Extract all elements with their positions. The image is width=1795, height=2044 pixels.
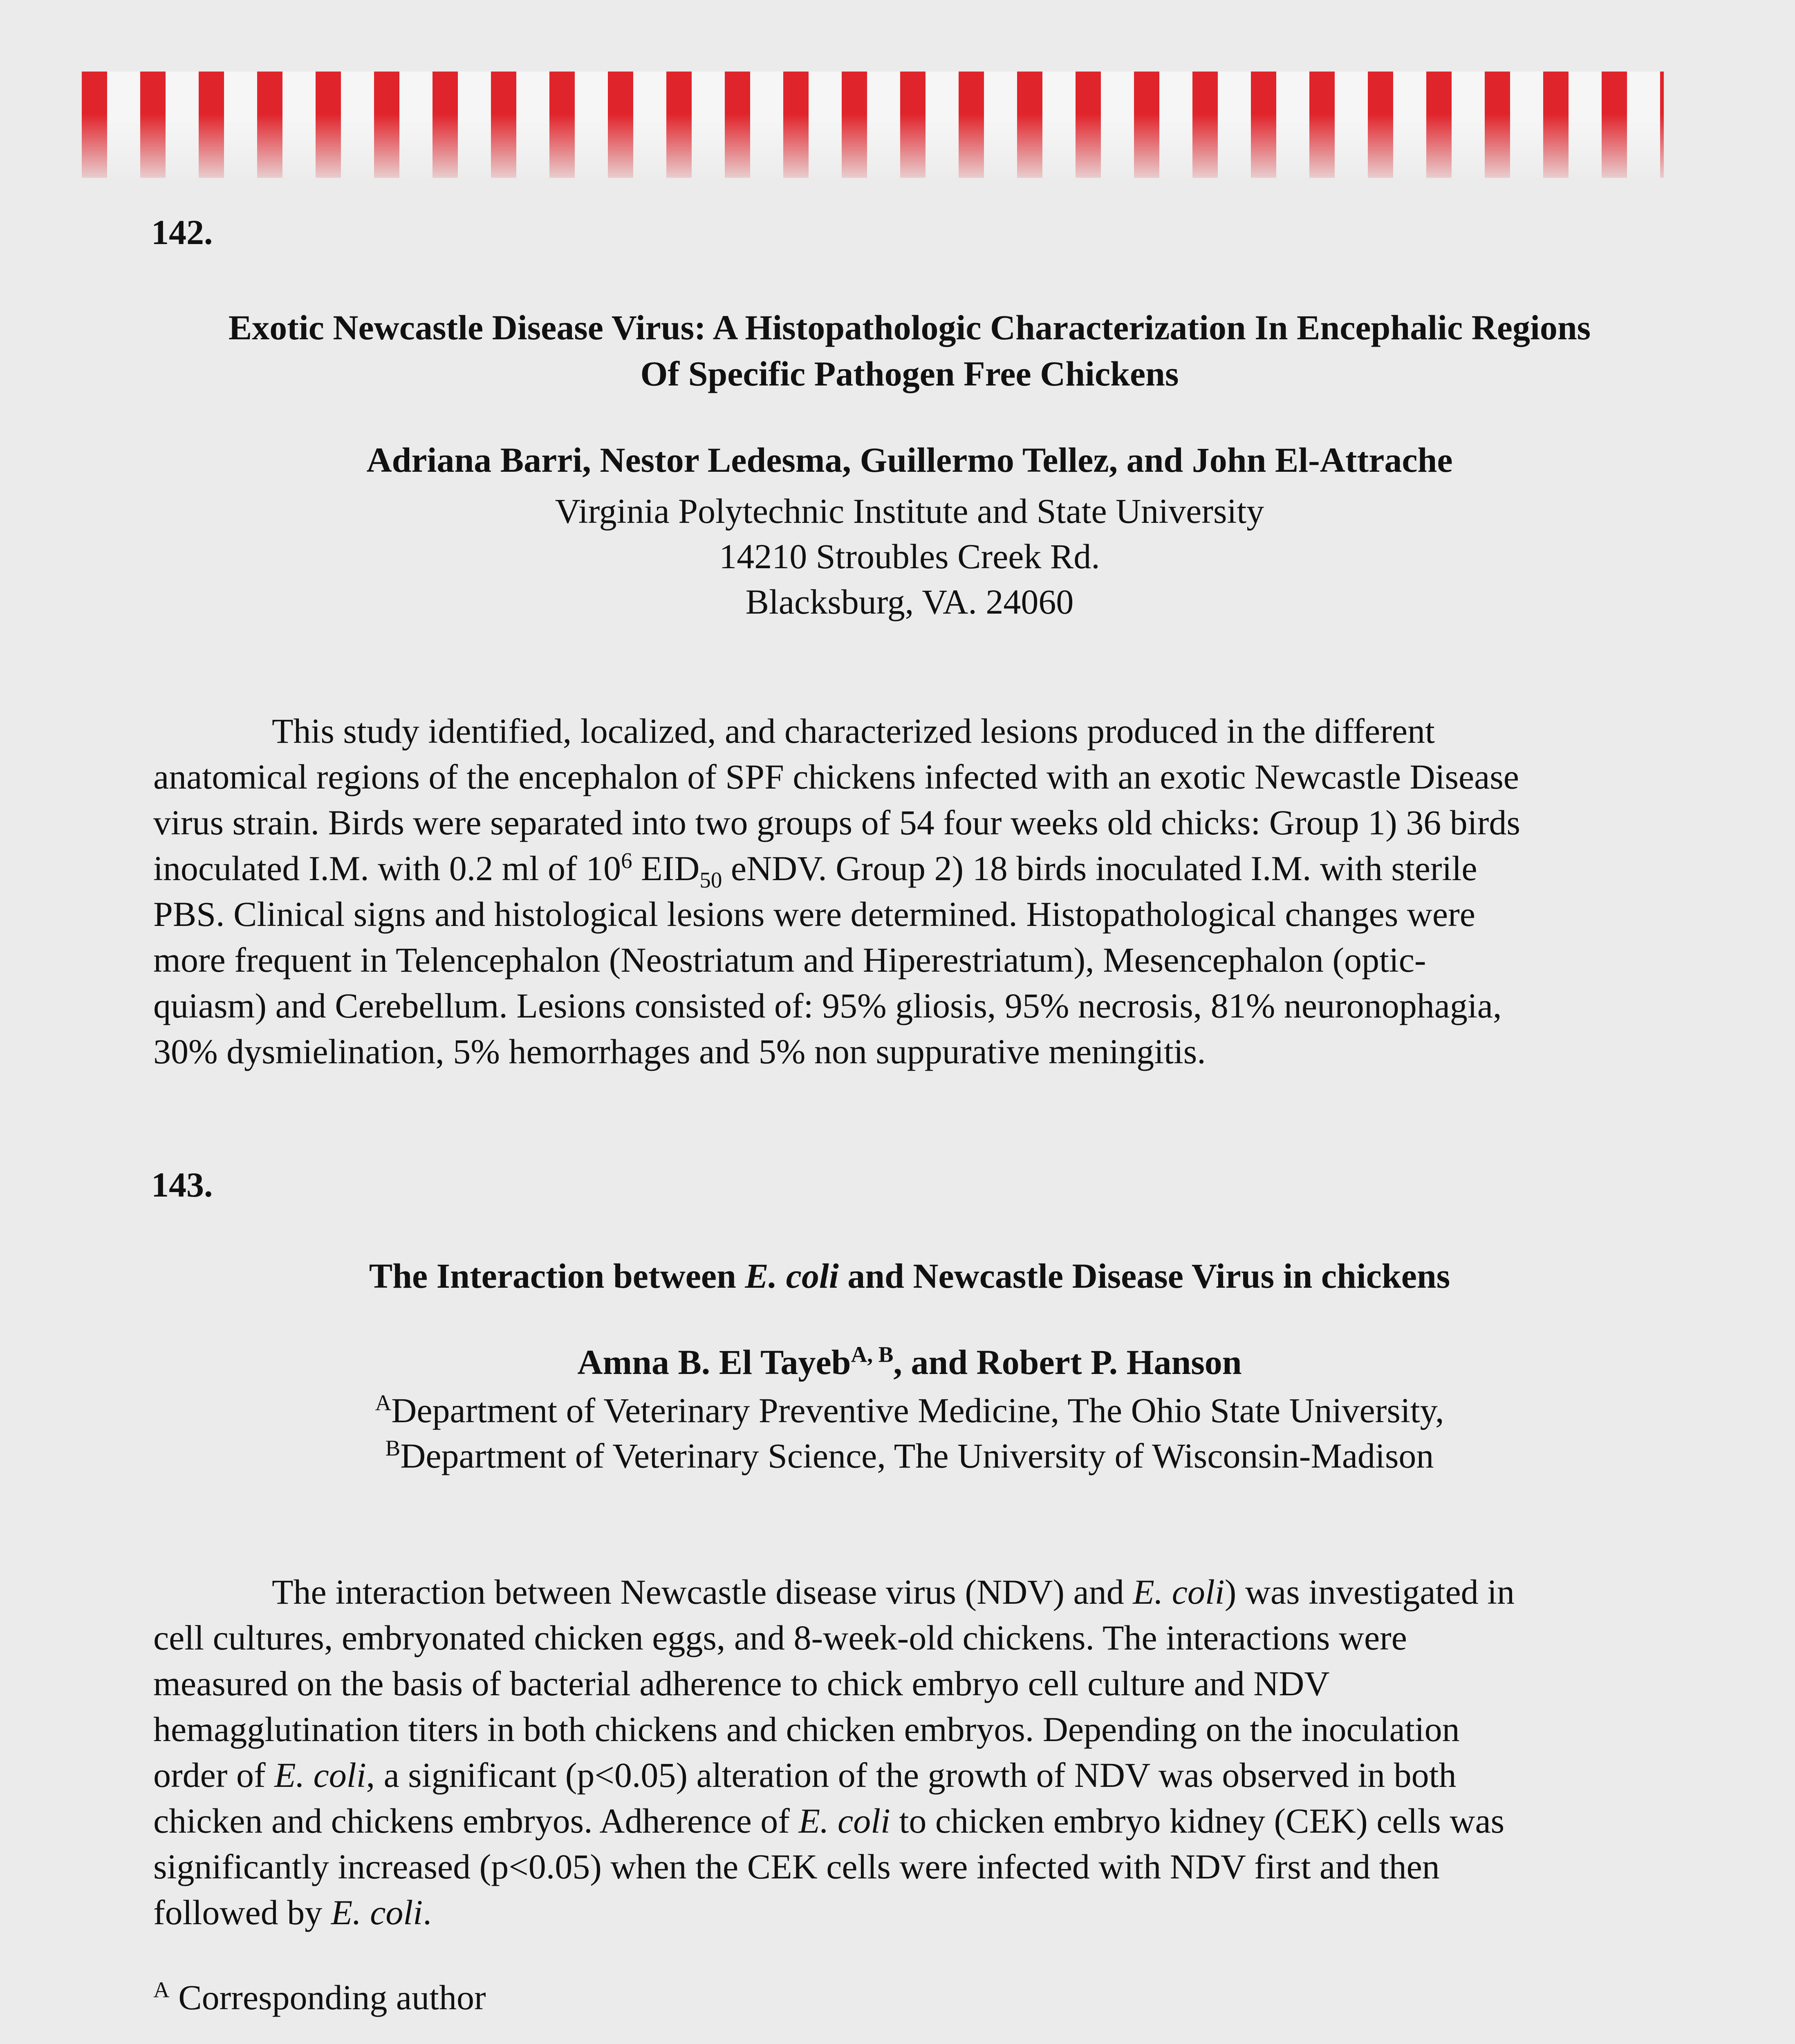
abstract-142-body-line8: 30% dysmielination, 5% hemorrhages and 5% non suppurative meningitis. [153,1032,1206,1071]
abstract-142-body-line3: virus strain. Birds were separated into two groups of 54 four weeks old chicks: Group 1) 36 birds [153,803,1520,842]
abstract-142-affiliation [123,489,1696,625]
abstract-143-body-line6: chicken and chickens embryos. Adherence of E. coli to chicken embryo kidney (CEK) cells was [153,1801,1505,1840]
abstract-142-body-line6: more frequent in Telencephalon (Neostriatum and Hiperestriatum), Mesencephalon (optic- [153,940,1426,979]
abstract-143-body-line1: The interaction between Newcastle disease virus (NDV) and E. coli) was investigated in [272,1572,1515,1611]
abstract-142-title [123,305,1696,397]
abstract-143-affiliations [123,1388,1696,1479]
abstract-142-body-line7: quiasm) and Cerebellum. Lesions consisted of: 95% gliosis, 95% necrosis, 81% neuronophagia, [153,986,1502,1025]
striped-header-band [82,72,1664,178]
abstract-142-body-line1: This study identified, localized, and characterized lesions produced in the different [272,711,1435,751]
abstract-142-body-line4: inoculated I.M. with 0.2 ml of $10^6$ $EID_{50}$ eNDV. Group 2) 18 birds inoculated I.M. with sterile [153,848,1477,893]
abstract-142-number: 142. [151,213,213,252]
footnote-corresponding-author: $^A$ Corresponding author [153,1977,486,2017]
abstract-142-affiliation-line2: 14210 Stroubles Creek Rd. [719,537,1100,576]
abstract-143-body-line4: hemagglutination titers in both chickens and chicken embryos. Depending on the inoculation [153,1710,1460,1749]
abstract-143-authors: Amna B. El Tayeb$^{A, B}$, and Robert P. Hanson [577,1342,1242,1382]
abstract-143-affiliation-2: $^B$Department of Veterinary Science, The University of Wisconsin-Madison [385,1435,1434,1475]
abstract-142-body-line2: anatomical regions of the encephalon of SPF chickens infected with an exotic Newcastle Disease [153,757,1519,796]
abstract-143-body-line7: significantly increased (p<0.05) when the CEK cells were infected with NDV first and then [153,1847,1440,1886]
abstract-142-title-line1: Exotic Newcastle Disease Virus: A Histopathologic Characterization In Encephalic Regions [228,308,1591,347]
abstract-142-affiliation-line1: Virginia Polytechnic Institute and State University [555,491,1264,531]
abstract-143-body-line8: followed by E. coli. [153,1893,432,1932]
abstract-142-title-line2: Of Specific Pathogen Free Chickens [640,354,1179,393]
abstract-142-authors: Adriana Barri, Nestor Ledesma, Guillermo Tellez, and John El-Attrache [366,440,1453,480]
abstract-143-body-line2: cell cultures, embryonated chicken eggs, and 8-week-old chickens. The interactions were [153,1618,1407,1657]
abstract-143-title: The Interaction between E. coli and Newcastle Disease Virus in chickens [369,1256,1450,1295]
abstract-143-number: 143. [151,1165,213,1204]
abstract-143-body-line5: order of E. coli, a significant (p<0.05) alteration of the growth of NDV was observed in both [153,1755,1457,1795]
abstract-142-affiliation-line3: Blacksburg, VA. 24060 [745,582,1074,621]
abstract-143-body [153,1569,1707,1935]
abstract-143-affiliation-1: $^A$Department of Veterinary Preventive Medicine, The Ohio State University, [375,1390,1444,1430]
abstract-143-body-line3: measured on the basis of bacterial adherence to chick embryo cell culture and NDV [153,1664,1330,1703]
abstract-142-body-line5: PBS. Clinical signs and histological lesions were determined. Histopathological changes were [153,894,1475,934]
abstract-142-body [153,708,1707,1074]
